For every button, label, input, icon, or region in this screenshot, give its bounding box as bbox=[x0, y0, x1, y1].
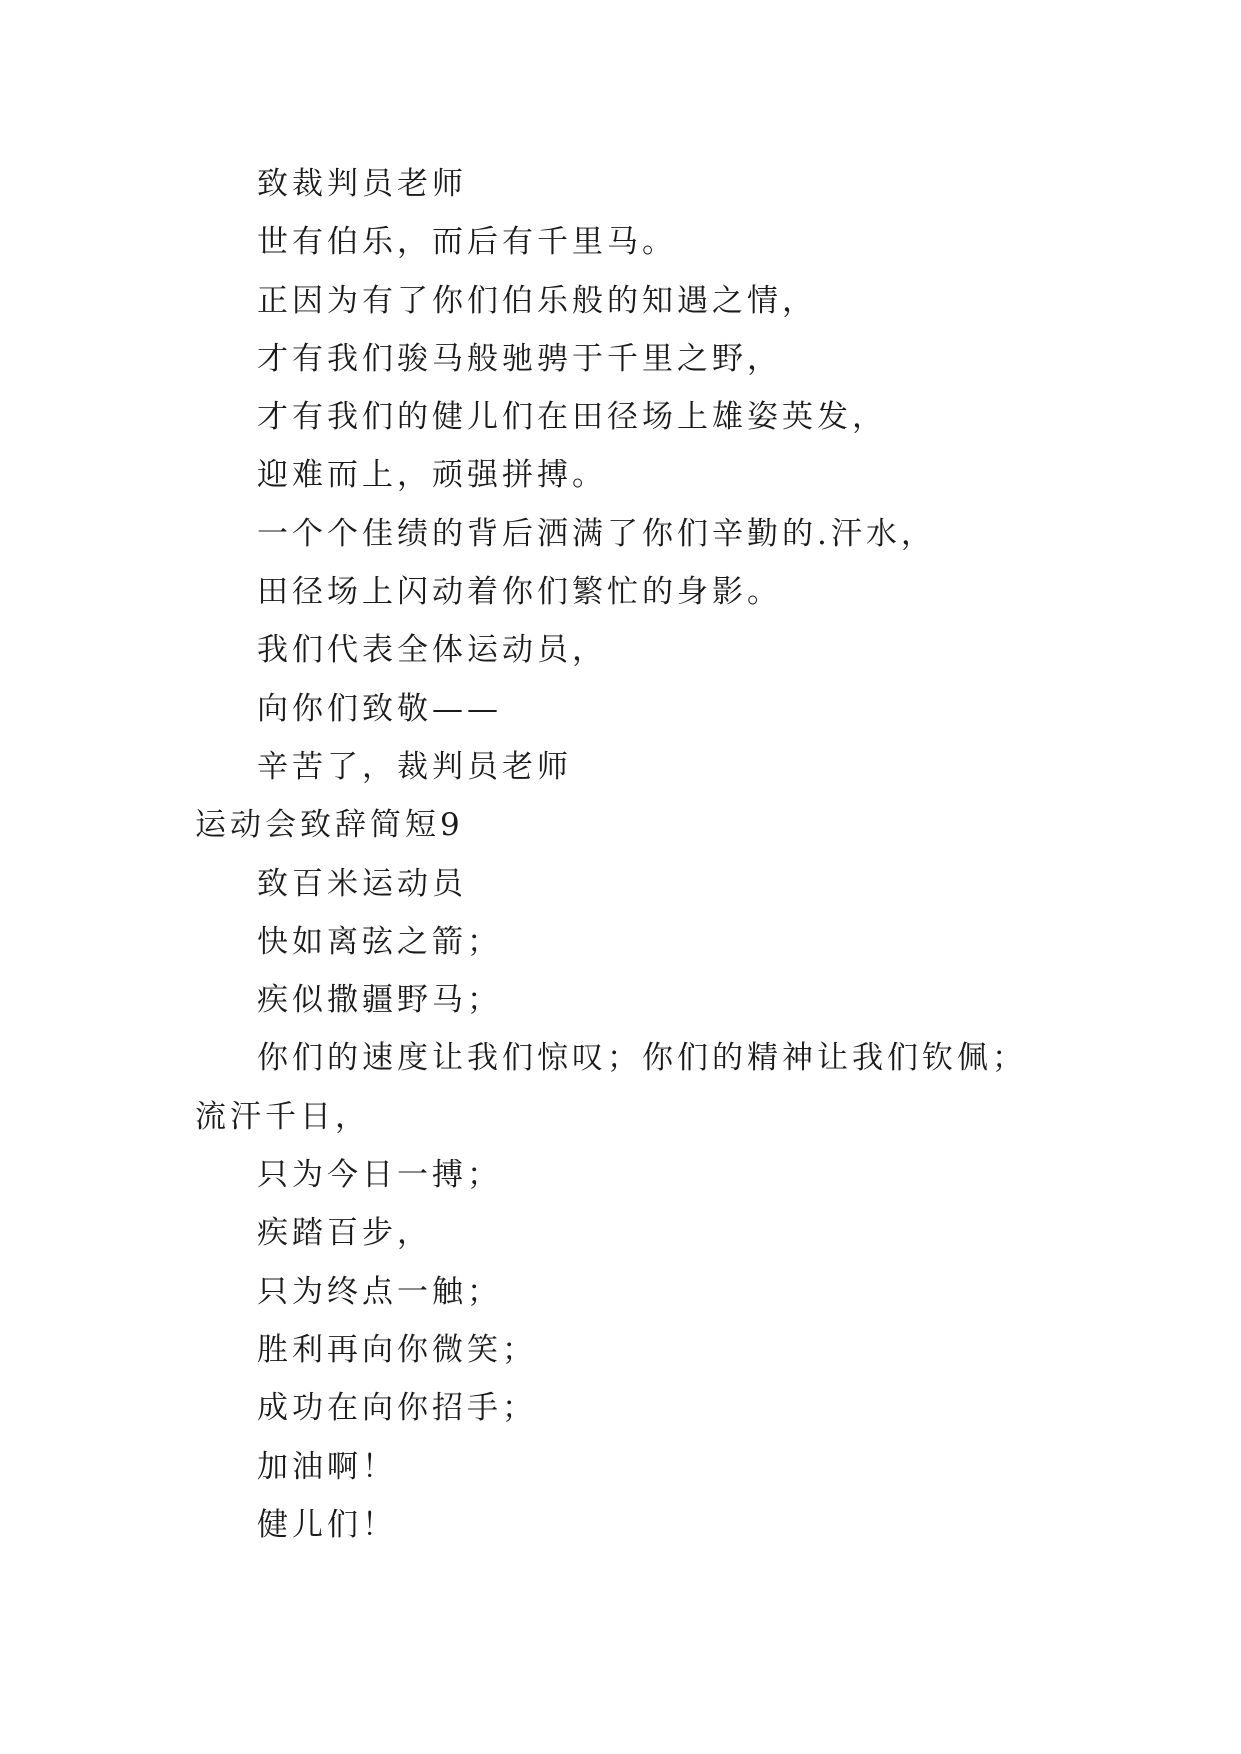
text-line: 一个个佳绩的背后洒满了你们辛勤的.汗水， bbox=[257, 515, 936, 552]
text-line: 我们代表全体运动员， bbox=[257, 632, 607, 669]
section-heading: 运动会致辞简短9 bbox=[195, 807, 464, 844]
text-line: 世有伯乐，而后有千里马。 bbox=[257, 224, 677, 261]
text-line: 加油啊！ bbox=[257, 1448, 397, 1485]
text-line: 快如离弦之箭； bbox=[257, 923, 502, 960]
wrapped-paragraph: 你们的速度让我们惊叹；你们的精神让我们钦佩；流汗千日， bbox=[195, 1040, 1027, 1135]
document-body bbox=[195, 155, 1055, 1554]
text-line: 田径场上闪动着你们繁忙的身影。 bbox=[257, 574, 782, 611]
text-line: 才有我们骏马般驰骋于千里之野， bbox=[257, 340, 782, 377]
text-line: 只为终点一触； bbox=[257, 1273, 502, 1310]
text-line: 胜利再向你微笑； bbox=[257, 1331, 537, 1368]
text-line: 才有我们的健儿们在田径场上雄姿英发， bbox=[257, 399, 887, 436]
text-line: 成功在向你招手； bbox=[257, 1390, 537, 1427]
text-line: 只为今日一搏； bbox=[257, 1157, 502, 1194]
text-line: 健儿们！ bbox=[257, 1506, 397, 1543]
text-line: 辛苦了，裁判员老师 bbox=[257, 748, 572, 785]
text-line: 迎难而上，顽强拼搏。 bbox=[257, 457, 607, 494]
text-line: 疾踏百步， bbox=[257, 1215, 432, 1252]
text-line: 致百米运动员 bbox=[257, 865, 467, 902]
text-line: 疾似撒疆野马； bbox=[257, 982, 502, 1019]
text-line: 致裁判员老师 bbox=[257, 166, 467, 202]
text-line: 向你们致敬—— bbox=[257, 690, 502, 727]
text-line: 正因为有了你们伯乐般的知遇之情， bbox=[257, 282, 817, 319]
